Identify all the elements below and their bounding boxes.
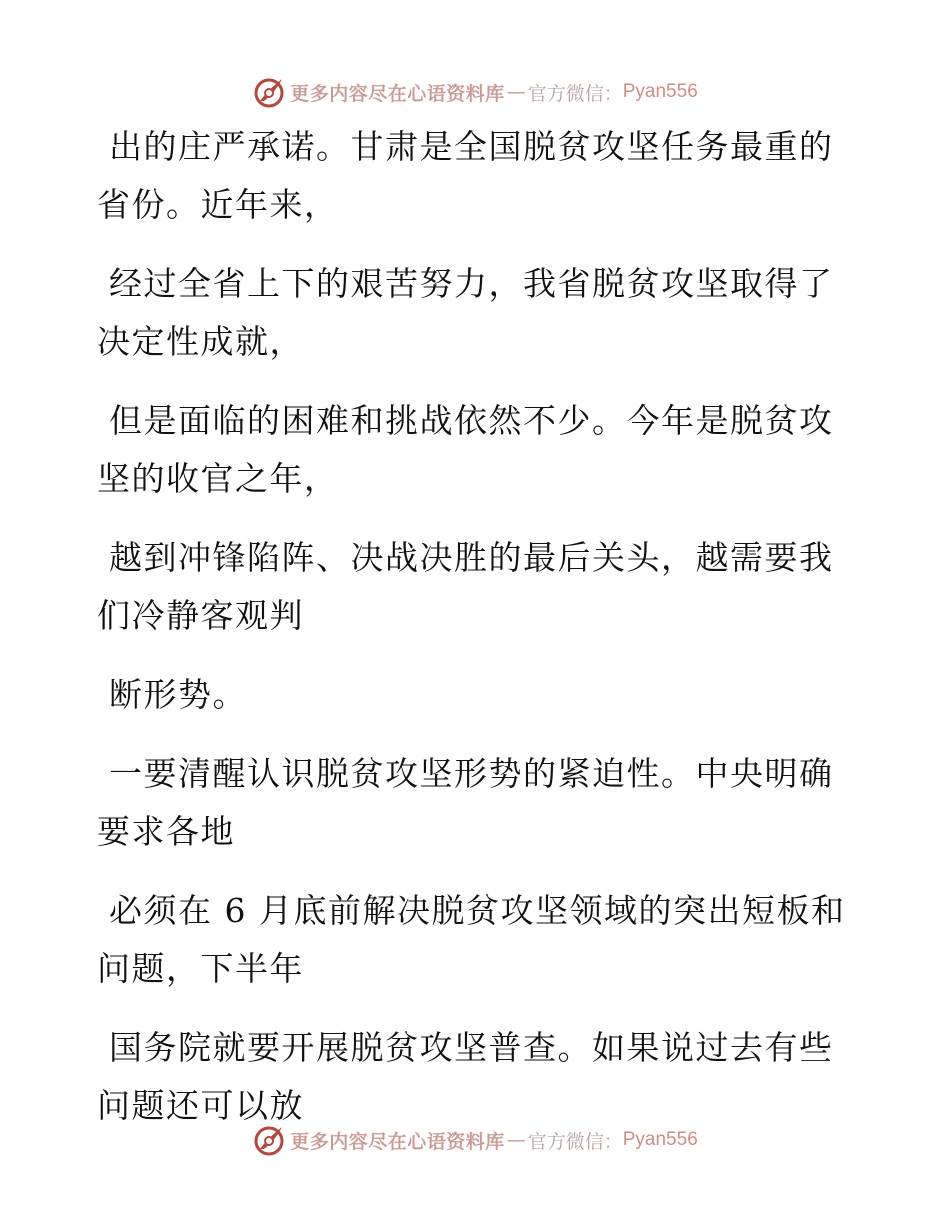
paragraph: 必须在 6 月底前解决脱贫攻坚领域的突出短板和问题，下半年 [97, 891, 846, 988]
header-watermark [0, 72, 950, 112]
quill-logo-icon [252, 1123, 286, 1157]
quill-logo-icon [252, 75, 286, 109]
watermark-text: 更多内容尽在心语资料库 [290, 82, 505, 105]
watermark-wechat-label: 官方微信： [527, 82, 623, 105]
paragraph: 出的庄严承诺。甘肃是全国脱贫攻坚任务最重的省份。近年来， [97, 127, 834, 224]
paragraph: 经过全省上下的艰苦努力，我省脱贫攻坚取得了决定性成就， [97, 264, 834, 361]
footer-watermark [0, 1120, 950, 1160]
paragraph: 断形势。 [109, 675, 247, 714]
watermark-separator: — [506, 81, 526, 103]
paragraph: 但是面临的困难和挑战依然不少。今年是脱贫攻坚的收官之年， [97, 401, 834, 498]
paragraph: 一要清醒认识脱贫攻坚形势的紧迫性。中央明确要求各地 [97, 754, 834, 851]
watermark-wechat-label: 官方微信： [527, 1130, 623, 1153]
document-body [97, 118, 847, 1156]
paragraph: 越到冲锋陷阵、决战决胜的最后关头，越需要我们冷静客观判 [97, 538, 834, 635]
paragraph: 国务院就要开展脱贫攻坚普查。如果说过去有些问题还可以放 [97, 1028, 834, 1125]
watermark-text: 更多内容尽在心语资料库 [290, 1130, 505, 1153]
watermark-wechat-id: Pyan556 [622, 81, 698, 102]
watermark-separator: — [506, 1129, 526, 1151]
watermark-wechat-id: Pyan556 [622, 1129, 698, 1150]
